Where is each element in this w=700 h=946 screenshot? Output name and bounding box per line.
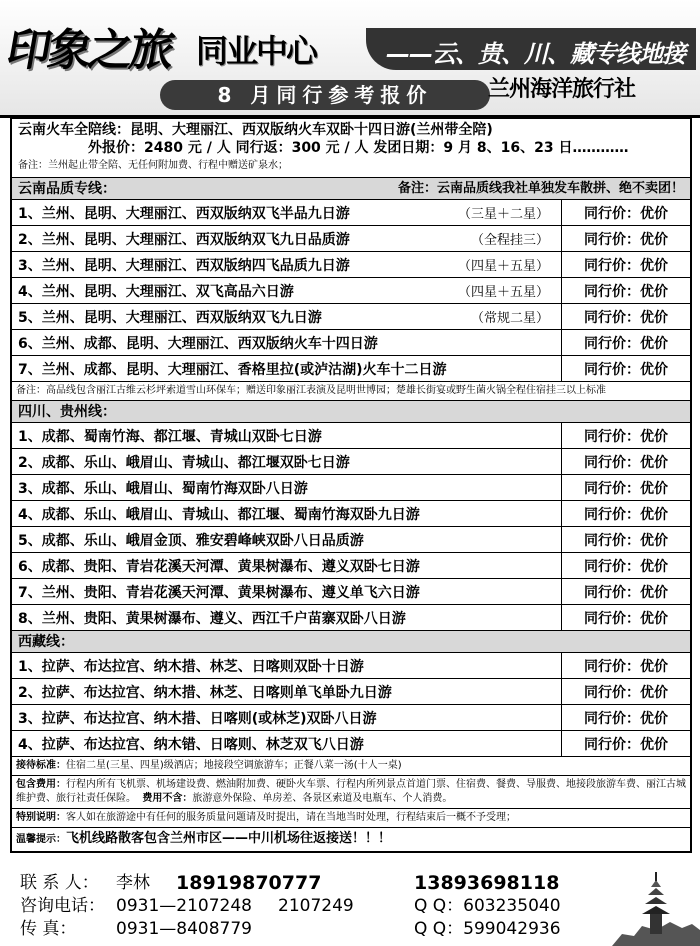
section-tibet	[12, 630, 690, 652]
table-row	[12, 303, 690, 329]
price-banner: 8 月同行参考报价	[160, 80, 490, 110]
lead-price-line: 外报价：2480 元 / 人 同行返：300 元 / 人 发团日期：9 月 8、16、23 日…………	[88, 140, 629, 156]
tour-price: 同行价：优价	[584, 231, 668, 248]
agency-name: 兰州海洋旅行社	[488, 77, 636, 102]
terms-special	[12, 808, 690, 827]
table-row	[12, 578, 690, 604]
tour-tag: （四星＋五星）	[457, 259, 549, 274]
tour-name: 4、成都、乐山、峨眉山、青城山、都江堰、蜀南竹海双卧九日游	[18, 506, 420, 523]
table-row	[12, 422, 690, 448]
table-row	[12, 251, 690, 277]
tour-name: 7、兰州、贵阳、青岩花溪天河潭、黄果树瀑布、遵义单飞六日游	[18, 584, 420, 601]
qq-number: 599042936	[463, 919, 561, 939]
tour-price: 同行价：优价	[584, 684, 668, 701]
terms-text: 住宿二星(三星、四星)级酒店；地接段空调旅游车；正餐八菜一汤(十人一桌)	[66, 760, 402, 771]
lead-tour	[12, 118, 690, 177]
terms-tip	[12, 827, 690, 851]
tour-name: 4、兰州、昆明、大理丽江、双飞高品六日游	[18, 283, 294, 300]
tour-price: 同行价：优价	[584, 205, 668, 222]
tour-price: 同行价：优价	[584, 361, 668, 378]
table-row	[12, 604, 690, 630]
tour-name: 3、成都、乐山、峨眉山、蜀南竹海双卧八日游	[18, 480, 308, 497]
tour-name: 5、成都、乐山、峨眉金顶、雅安碧峰峡双卧八日品质游	[18, 532, 364, 549]
table-row	[12, 730, 690, 756]
table-row	[12, 329, 690, 355]
contact-line	[20, 872, 561, 895]
tour-name: 2、兰州、昆明、大理丽江、西双版纳双飞九日品质游	[18, 231, 350, 248]
pagoda-image	[612, 870, 700, 946]
section-yunnan	[12, 177, 690, 199]
tour-name: 4、拉萨、布达拉宫、纳木错、日喀则、林芝双飞八日游	[18, 736, 364, 753]
qq-number: 603235040	[463, 896, 561, 916]
header	[0, 0, 700, 118]
mobile-number: 18919870777	[176, 872, 322, 894]
fax-number: 0931—8408779	[116, 919, 252, 939]
tibet-rows	[12, 652, 690, 756]
tour-price: 同行价：优价	[584, 610, 668, 627]
qq-label: Q Q：	[414, 896, 464, 916]
terms-text: 飞机线路散客包含兰州市区——中川机场往返接送！！！	[66, 831, 392, 846]
tour-name: 1、拉萨、布达拉宫、纳木措、林芝、日喀则双卧十日游	[18, 658, 364, 675]
terms-label: 费用不含：	[142, 793, 193, 804]
table-row	[12, 500, 690, 526]
table-row	[12, 652, 690, 678]
qq-label: Q Q：	[414, 919, 464, 939]
brand-title: 印象之旅	[2, 25, 176, 76]
tour-tag: （常规二星）	[470, 311, 549, 326]
tour-name: 5、兰州、昆明、大理丽江、西双版纳双飞九日游	[18, 309, 322, 326]
tour-name: 2、成都、乐山、峨眉山、青城山、都江堰双卧七日游	[18, 454, 350, 471]
section-title: 四川、贵州线：	[18, 404, 116, 420]
terms-text: 客人如在旅游途中有任何的服务质量问题请及时提出，请在当地当时处理，行程结束后一概不予受理；	[66, 812, 516, 823]
sichuan-rows	[12, 422, 690, 630]
terms-label: 包含费用：	[16, 779, 66, 790]
section-remark: 备注：云南品质线我社单独发车散拼、绝不卖团！	[397, 181, 684, 196]
terms-label: 接待标准：	[16, 760, 66, 771]
tour-tag: （四星＋五星）	[457, 285, 549, 300]
table-row	[12, 474, 690, 500]
price-table	[10, 118, 692, 853]
table-row	[12, 678, 690, 704]
tour-price: 同行价：优价	[584, 532, 668, 549]
section-sichuan	[12, 400, 690, 422]
contact-block	[20, 872, 561, 941]
contact-person: 李林	[116, 873, 150, 893]
table-row	[12, 552, 690, 578]
tour-price: 同行价：优价	[584, 736, 668, 753]
tour-price: 同行价：优价	[584, 558, 668, 575]
tour-price: 同行价：优价	[584, 658, 668, 675]
table-row	[12, 199, 690, 225]
tour-name: 7、兰州、成都、昆明、大理丽江、香格里拉(或泸沽湖)火车十二日游	[18, 361, 447, 378]
tour-name: 1、成都、蜀南竹海、都江堰、青城山双卧七日游	[18, 428, 322, 445]
mobile-number: 13893698118	[414, 872, 560, 894]
tour-price: 同行价：优价	[584, 309, 668, 326]
yunnan-rows	[12, 199, 690, 381]
table-row	[12, 448, 690, 474]
section-title: 云南品质专线：	[18, 181, 116, 197]
tour-price: 同行价：优价	[584, 506, 668, 523]
tour-price: 同行价：优价	[584, 710, 668, 727]
contact-line	[20, 895, 561, 918]
tour-price: 同行价：优价	[584, 584, 668, 601]
terms-text: 行程内所有飞机票、机场建设费、燃油附加费、硬卧火车票、行程内所列景点首道门票、住宿费、餐费、导服费、地接段旅游车费、丽江古城维护费、旅行社责任保险。	[16, 779, 686, 804]
contact-label: 咨询电话：	[20, 896, 105, 916]
brand-subtitle: 同业中心	[196, 32, 317, 70]
tour-price: 同行价：优价	[584, 335, 668, 352]
tel-number: 0931—2107248	[116, 896, 252, 916]
tour-price: 同行价：优价	[584, 454, 668, 471]
tour-name: 3、拉萨、布达拉宫、纳木措、日喀则(或林芝)双卧八日游	[18, 710, 377, 727]
table-row	[12, 355, 690, 381]
terms-label: 温馨提示：	[16, 834, 66, 845]
tour-name: 2、拉萨、布达拉宫、纳木措、林芝、日喀则单飞单卧九日游	[18, 684, 392, 701]
contact-line	[20, 918, 561, 941]
terms-label: 特别说明：	[16, 812, 66, 823]
terms-standard	[12, 756, 690, 775]
table-row	[12, 704, 690, 730]
terms-include	[12, 775, 690, 808]
tour-price: 同行价：优价	[584, 257, 668, 274]
lead-title: 云南火车全陪线：昆明、大理丽江、西双版纳火车双卧十四日游(兰州带全陪)	[18, 122, 493, 138]
tour-price: 同行价：优价	[584, 428, 668, 445]
contact-label: 联 系 人：	[20, 873, 99, 893]
lead-note: 备注：兰州起止带全陪、无任何附加费、行程中赠送矿泉水；	[18, 160, 288, 171]
section-title: 西藏线：	[18, 634, 74, 650]
tour-name: 1、兰州、昆明、大理丽江、西双版纳双飞半品九日游	[18, 205, 350, 222]
tour-tag: （全程挂三）	[470, 233, 549, 248]
tour-name: 6、兰州、成都、昆明、大理丽江、西双版纳火车十四日游	[18, 335, 378, 352]
table-row	[12, 526, 690, 552]
tour-price: 同行价：优价	[584, 480, 668, 497]
tour-price: 同行价：优价	[584, 283, 668, 300]
tour-name: 6、成都、贵阳、青岩花溪天河潭、黄果树瀑布、遵义双卧七日游	[18, 558, 420, 575]
tour-tag: （三星＋二星）	[457, 207, 549, 222]
route-tag: ——云、贵、川、藏专线地接	[366, 28, 696, 70]
table-row	[12, 277, 690, 303]
tel-number: 2107249	[278, 896, 354, 916]
yunnan-note: 备注：高品线包含丽江古维云杉坪索道雪山环保车；赠送印象丽江表演及昆明世博园；楚雄长街宴或野生菌火锅全程住宿挂三以上标准	[12, 381, 690, 400]
tour-name: 8、兰州、贵阳、黄果树瀑布、遵义、西江千户苗寨双卧八日游	[18, 610, 406, 627]
table-row	[12, 225, 690, 251]
tour-name: 3、兰州、昆明、大理丽江、西双版纳四飞品质九日游	[18, 257, 350, 274]
terms-text: 旅游意外保险、单房差、各景区索道及电瓶车、个人消费。	[192, 793, 453, 804]
contact-label: 传 真：	[20, 919, 77, 939]
